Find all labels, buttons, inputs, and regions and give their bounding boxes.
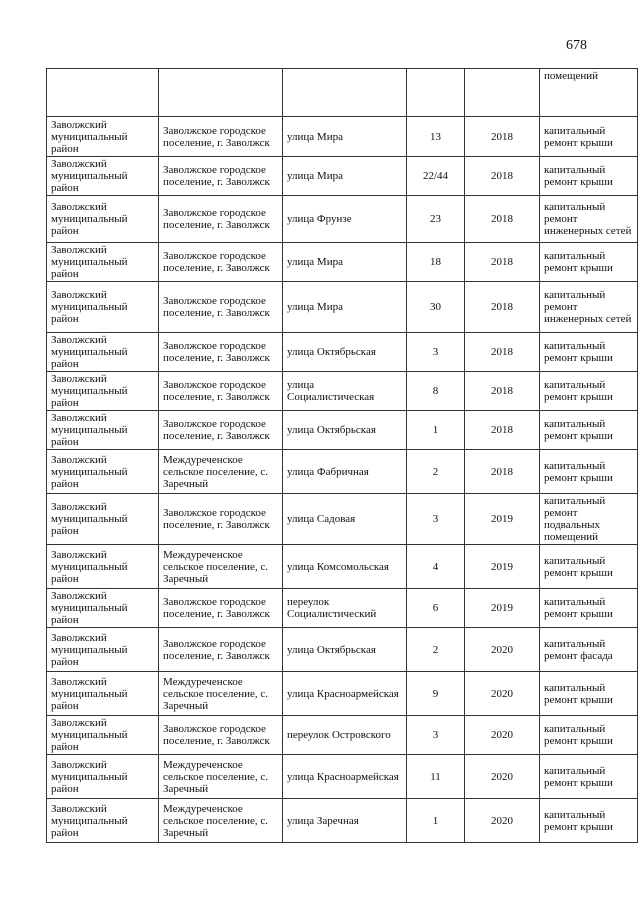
house-cell: 30 [407,282,465,333]
district-cell: Заволжский муниципальный район [47,545,159,589]
work-cell: капитальный ремонт крыши [540,672,638,716]
settlement-cell: Заволжское городское поселение, г. Заволжск [159,494,283,545]
table-row [47,157,638,196]
table-row [47,450,638,494]
table-row [47,755,638,799]
street-cell: улица Мира [283,117,407,157]
page-number: 678 [566,38,587,53]
settlement-cell: Междуреченское сельское поселение, с. Заречный [159,545,283,589]
table-row [47,243,638,282]
house-cell: 13 [407,117,465,157]
street-cell: улица Мира [283,282,407,333]
house-cell: 3 [407,494,465,545]
work-cell: капитальный ремонт крыши [540,799,638,843]
house-cell: 9 [407,672,465,716]
work-cell: капитальный ремонт инженерных сетей [540,196,638,243]
street-cell: улица Социалистическая [283,372,407,411]
work-cell: капитальный ремонт подвальных помещений [540,494,638,545]
house-cell: 4 [407,545,465,589]
year-cell: 2020 [465,755,540,799]
district-cell: Заволжский муниципальный район [47,589,159,628]
work-cell: помещений [540,69,638,117]
house-cell: 3 [407,333,465,372]
year-cell [465,69,540,117]
table-row [47,494,638,545]
district-cell: Заволжский муниципальный район [47,672,159,716]
street-cell: улица Садовая [283,494,407,545]
table-row [47,411,638,450]
district-cell: Заволжский муниципальный район [47,755,159,799]
district-cell: Заволжский муниципальный район [47,411,159,450]
year-cell: 2020 [465,628,540,672]
street-cell: улица Октябрьская [283,628,407,672]
year-cell: 2019 [465,494,540,545]
year-cell: 2019 [465,589,540,628]
settlement-cell: Заволжское городское поселение, г. Заволжск [159,372,283,411]
district-cell: Заволжский муниципальный район [47,628,159,672]
year-cell: 2020 [465,672,540,716]
street-cell: улица Красноармейская [283,672,407,716]
settlement-cell: Заволжское городское поселение, г. Заволжск [159,157,283,196]
year-cell: 2020 [465,716,540,755]
street-cell: переулок Социалистический [283,589,407,628]
settlement-cell: Заволжское городское поселение, г. Заволжск [159,196,283,243]
year-cell: 2018 [465,157,540,196]
street-cell: улица Заречная [283,799,407,843]
work-cell: капитальный ремонт крыши [540,411,638,450]
house-cell: 18 [407,243,465,282]
settlement-cell: Междуреченское сельское поселение, с. Заречный [159,672,283,716]
street-cell: улица Красноармейская [283,755,407,799]
settlement-cell: Междуреченское сельское поселение, с. Заречный [159,450,283,494]
table-body [47,69,638,843]
repair-schedule-table [46,68,638,843]
settlement-cell: Заволжское городское поселение, г. Заволжск [159,333,283,372]
work-cell: капитальный ремонт крыши [540,117,638,157]
street-cell: переулок Островского [283,716,407,755]
year-cell: 2019 [465,545,540,589]
house-cell: 6 [407,589,465,628]
house-cell: 3 [407,716,465,755]
house-cell: 23 [407,196,465,243]
table-row-continued [47,69,638,117]
house-cell: 11 [407,755,465,799]
street-cell [283,69,407,117]
settlement-cell: Заволжское городское поселение, г. Заволжск [159,628,283,672]
house-cell: 1 [407,799,465,843]
year-cell: 2018 [465,196,540,243]
district-cell: Заволжский муниципальный район [47,196,159,243]
work-cell: капитальный ремонт крыши [540,333,638,372]
work-cell: капитальный ремонт крыши [540,450,638,494]
table-row [47,589,638,628]
work-cell: капитальный ремонт крыши [540,716,638,755]
settlement-cell: Заволжское городское поселение, г. Заволжск [159,282,283,333]
street-cell: улица Комсомольская [283,545,407,589]
district-cell: Заволжский муниципальный район [47,333,159,372]
work-cell: капитальный ремонт крыши [540,589,638,628]
house-cell: 8 [407,372,465,411]
district-cell: Заволжский муниципальный район [47,716,159,755]
district-cell: Заволжский муниципальный район [47,117,159,157]
house-cell: 1 [407,411,465,450]
year-cell: 2018 [465,117,540,157]
district-cell: Заволжский муниципальный район [47,372,159,411]
house-cell [407,69,465,117]
work-cell: капитальный ремонт крыши [540,157,638,196]
district-cell [47,69,159,117]
work-cell: капитальный ремонт фасада [540,628,638,672]
year-cell: 2018 [465,411,540,450]
house-cell: 2 [407,450,465,494]
table-row [47,333,638,372]
house-cell: 2 [407,628,465,672]
table-row [47,282,638,333]
settlement-cell: Междуреченское сельское поселение, с. Заречный [159,799,283,843]
district-cell: Заволжский муниципальный район [47,157,159,196]
settlement-cell: Заволжское городское поселение, г. Заволжск [159,589,283,628]
table-row [47,799,638,843]
work-cell: капитальный ремонт крыши [540,545,638,589]
settlement-cell [159,69,283,117]
street-cell: улица Фабричная [283,450,407,494]
work-cell: капитальный ремонт инженерных сетей [540,282,638,333]
district-cell: Заволжский муниципальный район [47,450,159,494]
work-cell: капитальный ремонт крыши [540,243,638,282]
table-row [47,196,638,243]
district-cell: Заволжский муниципальный район [47,494,159,545]
district-cell: Заволжский муниципальный район [47,243,159,282]
work-cell: капитальный ремонт крыши [540,372,638,411]
settlement-cell: Заволжское городское поселение, г. Заволжск [159,243,283,282]
year-cell: 2020 [465,799,540,843]
year-cell: 2018 [465,372,540,411]
table-row [47,716,638,755]
year-cell: 2018 [465,333,540,372]
work-cell: капитальный ремонт крыши [540,755,638,799]
table-row [47,372,638,411]
street-cell: улица Октябрьская [283,333,407,372]
settlement-cell: Заволжское городское поселение, г. Заволжск [159,117,283,157]
table-row [47,672,638,716]
district-cell: Заволжский муниципальный район [47,282,159,333]
district-cell: Заволжский муниципальный район [47,799,159,843]
year-cell: 2018 [465,282,540,333]
year-cell: 2018 [465,450,540,494]
street-cell: улица Фрунзе [283,196,407,243]
settlement-cell: Заволжское городское поселение, г. Заволжск [159,411,283,450]
settlement-cell: Заволжское городское поселение, г. Заволжск [159,716,283,755]
settlement-cell: Междуреченское сельское поселение, с. Заречный [159,755,283,799]
street-cell: улица Мира [283,243,407,282]
year-cell: 2018 [465,243,540,282]
street-cell: улица Октябрьская [283,411,407,450]
table-row [47,628,638,672]
table-row [47,117,638,157]
house-cell: 22/44 [407,157,465,196]
street-cell: улица Мира [283,157,407,196]
table-row [47,545,638,589]
